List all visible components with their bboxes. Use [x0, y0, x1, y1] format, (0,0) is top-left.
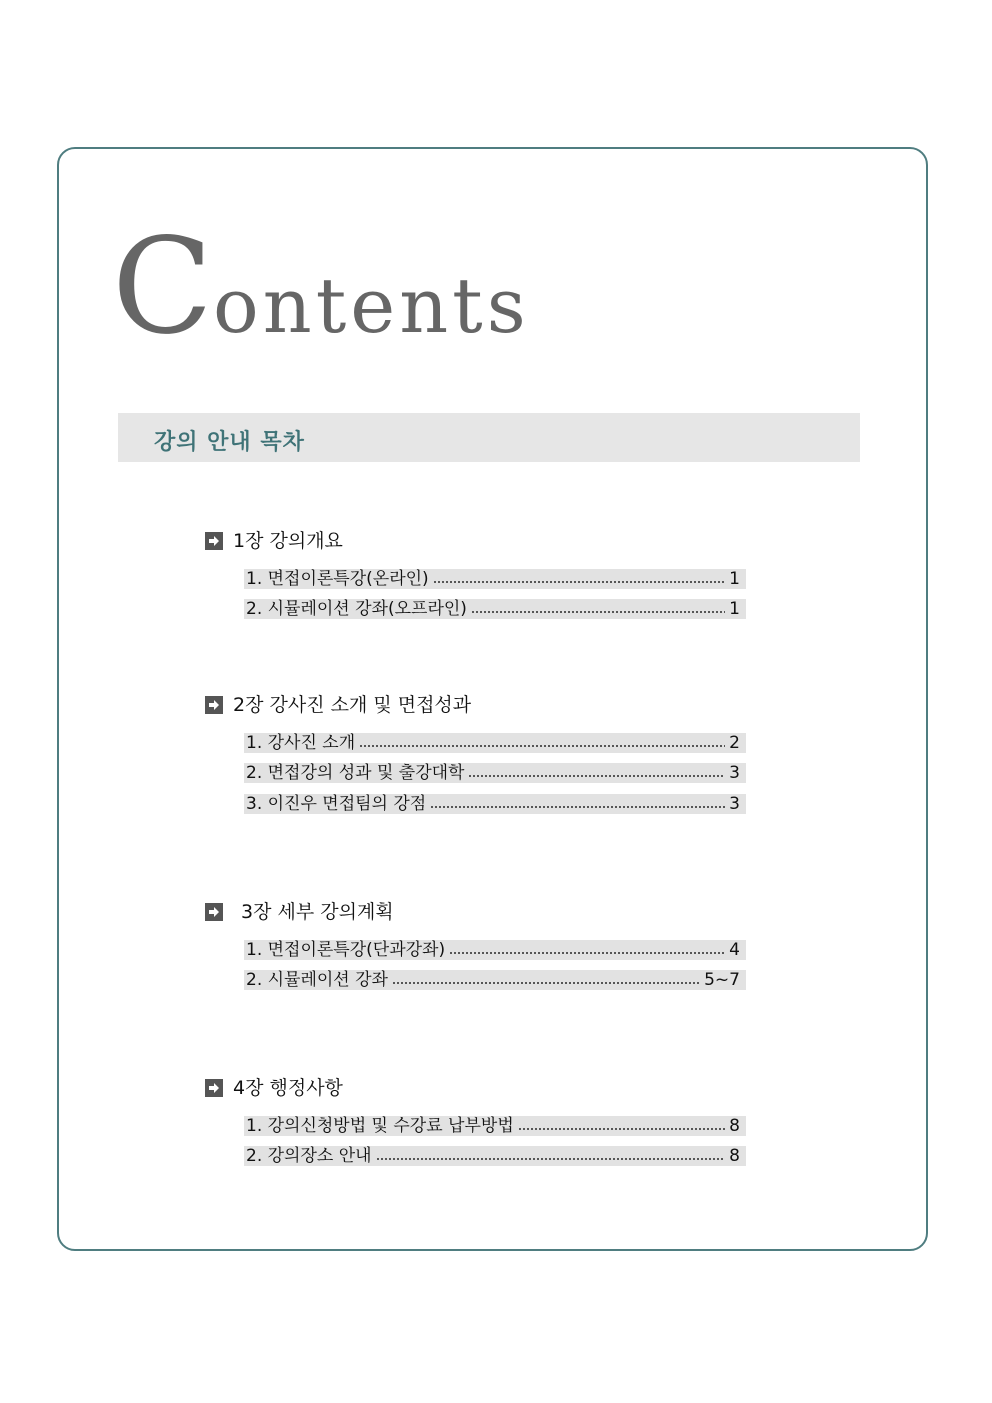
toc-entry-text: 2. 면접강의 성과 및 출강대학	[246, 763, 465, 783]
toc-entry-page: 4	[729, 940, 740, 960]
toc-entry-page: 1	[729, 569, 740, 589]
toc-entry-text: 3. 이진우 면접팀의 강점	[246, 794, 427, 814]
dot-leader	[468, 775, 725, 777]
chapter-2-heading	[205, 692, 471, 718]
toc-entry-text: 2. 강의장소 안내	[246, 1146, 372, 1166]
chapter-3-title: 3장 세부 강의계획	[241, 901, 394, 923]
toc-entry-page: 8	[729, 1116, 740, 1136]
arrow-box-icon	[205, 1079, 223, 1097]
toc-entry[interactable]	[244, 1116, 746, 1136]
toc-entry-text: 1. 면접이론특강(단과강좌)	[246, 940, 446, 960]
dot-leader	[518, 1128, 725, 1130]
toc-entry-page: 2	[729, 733, 740, 753]
section-header-bar	[118, 413, 860, 462]
dot-leader	[392, 982, 700, 984]
toc-entry-text: 1. 강의신청방법 및 수강료 납부방법	[246, 1116, 514, 1136]
dot-leader	[376, 1158, 726, 1160]
toc-entry[interactable]	[244, 763, 746, 783]
toc-entry-page: 8	[729, 1146, 740, 1166]
arrow-box-icon	[205, 903, 223, 921]
dot-leader	[433, 581, 725, 583]
toc-entry-text: 1. 강사진 소개	[246, 733, 356, 753]
dot-leader	[430, 806, 725, 808]
chapter-1-title: 1장 강의개요	[233, 530, 343, 552]
toc-entry-page: 1	[729, 599, 740, 619]
toc-entry-text: 2. 시뮬레이션 강좌(오프라인)	[246, 599, 467, 619]
contents-title	[112, 210, 530, 364]
chapter-1-heading	[205, 528, 343, 554]
chapter-4-title: 4장 행정사항	[233, 1077, 343, 1099]
dot-leader	[449, 952, 725, 954]
toc-entry-page: 3	[729, 763, 740, 783]
toc-entry-text: 2. 시뮬레이션 강좌	[246, 970, 388, 990]
chapter-3-heading	[205, 899, 394, 925]
toc-entry[interactable]	[244, 794, 746, 814]
toc-entry[interactable]	[244, 940, 746, 960]
toc-entry[interactable]	[244, 569, 746, 589]
section-header-label: 강의 안내 목차	[154, 430, 305, 455]
title-rest: ontents	[213, 261, 530, 350]
toc-entry-page: 5~7	[704, 970, 740, 990]
dot-leader	[359, 745, 725, 747]
arrow-box-icon	[205, 696, 223, 714]
arrow-box-icon	[205, 532, 223, 550]
toc-entry-page: 3	[729, 794, 740, 814]
dot-leader	[471, 611, 725, 613]
chapter-2-title: 2장 강사진 소개 및 면접성과	[233, 694, 472, 716]
toc-entry[interactable]	[244, 970, 746, 990]
toc-entry[interactable]	[244, 599, 746, 619]
toc-entry[interactable]	[244, 733, 746, 753]
title-initial: C	[112, 210, 211, 364]
toc-entry-text: 1. 면접이론특강(온라인)	[246, 569, 429, 589]
chapter-4-heading	[205, 1075, 343, 1101]
toc-entry[interactable]	[244, 1146, 746, 1166]
